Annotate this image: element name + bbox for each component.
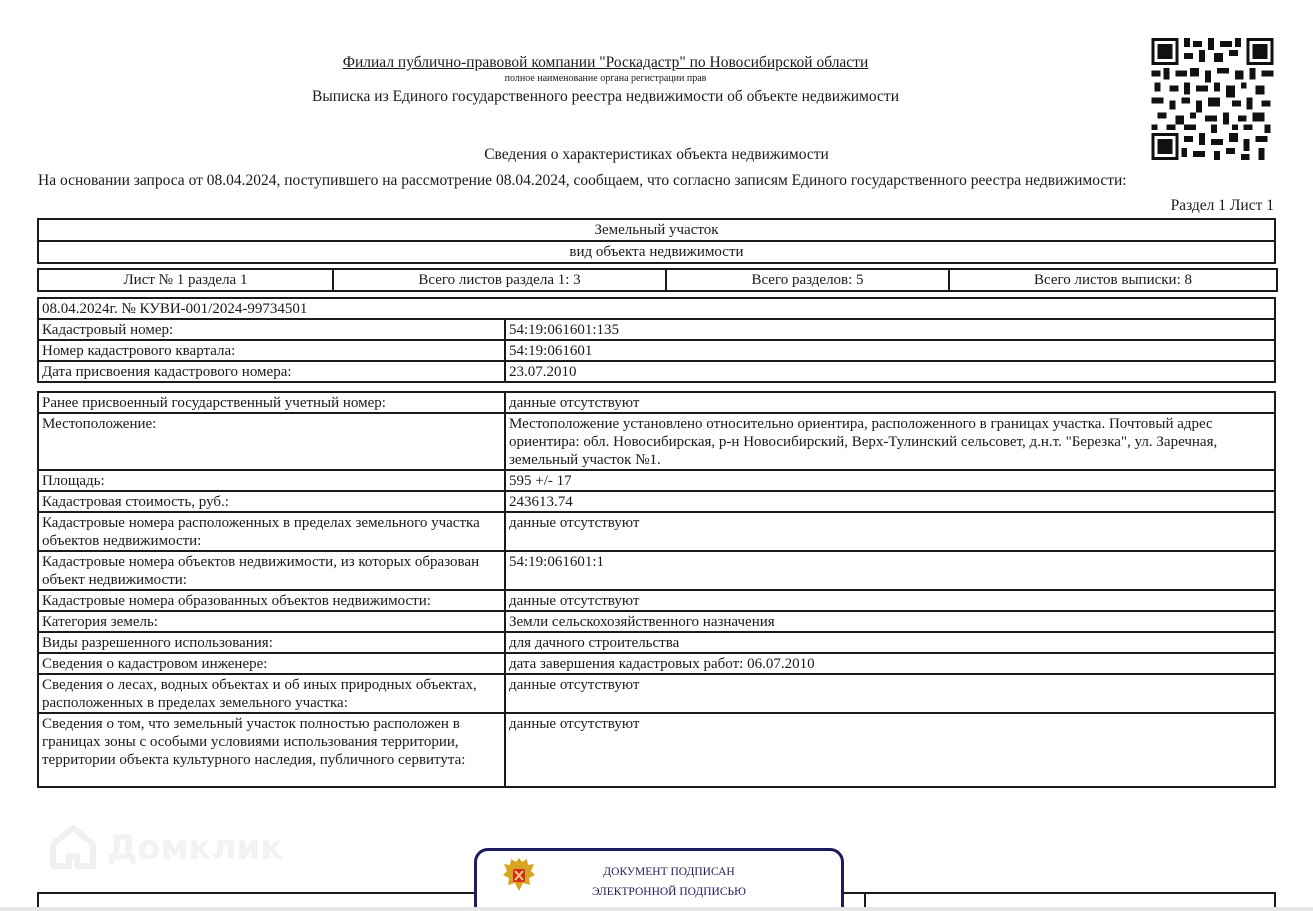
object-type-table [37,218,1276,264]
row-label: Местоположение: [38,413,505,470]
section-title: Сведения о характеристиках объекта недвижимости [484,146,829,163]
table-row [38,413,1275,470]
table-row [38,392,1275,413]
row-value: данные отсутствуют [505,674,1275,713]
table-row [38,340,1275,361]
qr-code-icon [1151,38,1274,160]
extract-sheets-total: Всего листов выписки: 8 [949,269,1277,291]
domclick-watermark [47,822,283,874]
table-row [38,361,1275,382]
row-label: Кадастровые номера объектов недвижимости, из которых образован объект недвижимости: [38,551,505,590]
table-row [38,491,1275,512]
row-value: 54:19:061601:135 [505,319,1275,340]
request-basis-text: На основании запроса от 08.04.2024, поступившего на рассмотрение 08.04.2024, сообщаем, что согласно записям Единого государственного реестра недвижимости: [38,172,1127,189]
row-label: Площадь: [38,470,505,491]
page-bottom-edge [0,907,1313,911]
table-row [38,470,1275,491]
organization-name-text: Филиал публично-правовой компании "Роскадастр" по Новосибирской области [342,54,869,71]
row-value: 243613.74 [505,491,1275,512]
table-row [38,611,1275,632]
table-row [38,713,1275,787]
watermark-text: Домклик [107,828,284,868]
row-value: данные отсутствуют [505,392,1275,413]
row-label: Виды разрешенного использования: [38,632,505,653]
row-label: Категория земель: [38,611,505,632]
row-value: данные отсутствуют [505,512,1275,551]
table-row [38,319,1275,340]
sheets-info-table [37,268,1278,292]
cadastral-details-table [37,391,1276,788]
row-label: Номер кадастрового квартала: [38,340,505,361]
row-value: для дачного строительства [505,632,1275,653]
table-row [38,551,1275,590]
organization-name [0,54,1211,72]
record-reference: 08.04.2024г. № КУВИ-001/2024-99734501 [38,298,1275,319]
section-sheet-reference: Раздел 1 Лист 1 [1170,197,1274,214]
sheet-number: Лист № 1 раздела 1 [38,269,333,291]
row-value: данные отсутствуют [505,713,1275,787]
row-value: 54:19:061601:1 [505,551,1275,590]
table-row [38,590,1275,611]
table-row [38,632,1275,653]
table-row [38,512,1275,551]
row-label: Кадастровый номер: [38,319,505,340]
sections-total: Всего разделов: 5 [666,269,949,291]
row-label: Сведения о том, что земельный участок полностью расположен в границах зоны с особыми условиями использования территории, территории объекта культурного наследия, публичного сервитута: [38,713,505,787]
row-value: 595 +/- 17 [505,470,1275,491]
document-title: Выписка из Единого государственного реестра недвижимости об объекте недвижимости [312,88,899,105]
row-label: Сведения о лесах, водных объектах и об иных природных объектах, расположенных в пределах земельного участка: [38,674,505,713]
row-label: Дата присвоения кадастрового номера: [38,361,505,382]
organization-caption: полное наименование органа регистрации прав [504,73,707,84]
row-label: Кадастровые номера образованных объектов недвижимости: [38,590,505,611]
row-value: 54:19:061601 [505,340,1275,361]
row-value: Земли сельскохозяйственного назначения [505,611,1275,632]
row-label: Ранее присвоенный государственный учетный номер: [38,392,505,413]
cadastral-basic-table [37,297,1276,383]
table-row [38,653,1275,674]
row-label: Кадастровая стоимость, руб.: [38,491,505,512]
row-value: Местоположение установлено относительно ориентира, расположенного в границах участка. Почтовый адрес ориентира: обл. Новосибирская, р-н Новосибирский, Верх-Тулинский сельсовет, д.н.т. "Березка", ул. Заречная, земельный участок №1. [505,413,1275,470]
house-logo-icon [47,822,99,874]
stamp-line-2: ЭЛЕКТРОННОЙ ПОДПИСЬЮ [592,886,746,898]
section-sheets-total: Всего листов раздела 1: 3 [333,269,666,291]
object-type: Земельный участок [38,219,1275,241]
row-label: Кадастровые номера расположенных в пределах земельного участка объектов недвижимости: [38,512,505,551]
row-label: Сведения о кадастровом инженере: [38,653,505,674]
row-value: 23.07.2010 [505,361,1275,382]
table-row [38,674,1275,713]
object-type-caption: вид объекта недвижимости [38,241,1275,263]
electronic-signature-stamp [474,848,844,911]
row-value: дата завершения кадастровых работ: 06.07.2010 [505,653,1275,674]
stamp-line-1: ДОКУМЕНТ ПОДПИСАН [603,866,735,878]
row-value: данные отсутствуют [505,590,1275,611]
